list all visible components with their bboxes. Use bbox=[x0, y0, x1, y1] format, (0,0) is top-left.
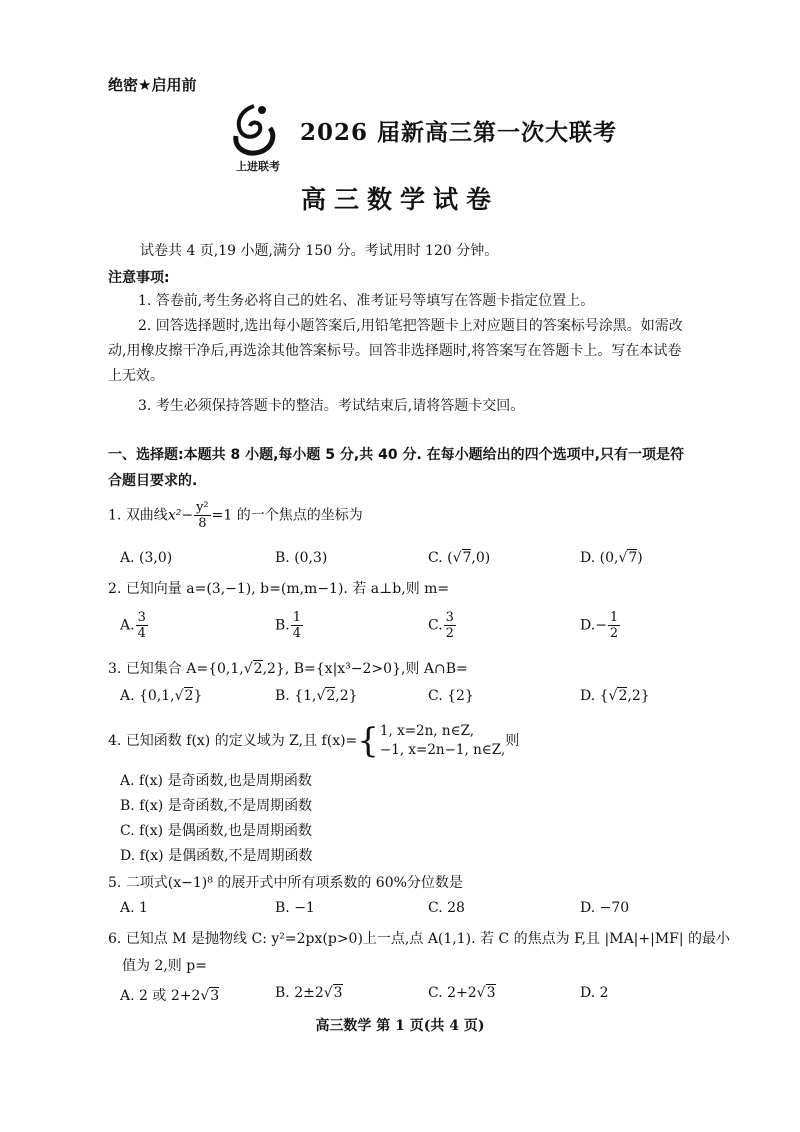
fraction-numerator: 3 bbox=[445, 610, 454, 625]
option-text: C. ( bbox=[428, 550, 453, 566]
option-text: } bbox=[193, 688, 203, 704]
note-item bbox=[108, 289, 684, 314]
question-4 bbox=[108, 722, 519, 760]
question-2 bbox=[108, 578, 449, 598]
question-number: 4. bbox=[108, 733, 122, 749]
option-d: D. −70 bbox=[580, 900, 630, 916]
option-a: A. (3,0) bbox=[120, 550, 173, 566]
radical-icon: √ bbox=[452, 550, 462, 566]
section-heading: 一、选择题:本题共 8 小题,每小题 5 分,共 40 分. 在每小题给出的四个选项中,只有一项是符合题目要求的. bbox=[108, 447, 684, 489]
option-b: B. (0,3) bbox=[275, 550, 328, 566]
fraction bbox=[194, 500, 211, 531]
radical-icon: √ bbox=[476, 985, 486, 1001]
fraction-denominator: 2 bbox=[609, 626, 619, 641]
option-d: D. 2 bbox=[580, 985, 609, 1001]
note-text: 1. 答卷前,考生务必将自己的姓名、准考证号等填写在答题卡指定位置上。 bbox=[138, 293, 595, 309]
radicand: 7 bbox=[462, 550, 472, 566]
question-text: 已知点 M 是抛物线 C: y²=2px(p>0)上一点,点 A(1,1). 若 C 的焦点为 F,且 |MA|+|MF| 的最小 bbox=[125, 931, 731, 947]
option-b bbox=[275, 985, 343, 1001]
case-2: −1, x=2n−1, n∈Z, bbox=[379, 742, 506, 758]
option-a: A. f(x) 是奇函数,也是周期函数 bbox=[120, 773, 312, 789]
fraction bbox=[291, 610, 303, 641]
option-d bbox=[580, 550, 643, 566]
option-b: B. −1 bbox=[275, 900, 315, 916]
question-number: 5. bbox=[108, 875, 122, 891]
option-c: C. 28 bbox=[428, 900, 465, 916]
question-5 bbox=[108, 872, 463, 892]
option-text: A. 2 或 2+2 bbox=[120, 988, 201, 1004]
radical-icon: √ bbox=[608, 688, 618, 704]
option-c bbox=[428, 550, 490, 566]
fraction-denominator: 4 bbox=[292, 626, 302, 641]
radical-icon: √ bbox=[316, 688, 326, 704]
option-label: D. bbox=[580, 617, 596, 634]
brace-icon: { bbox=[357, 721, 379, 761]
option-c bbox=[428, 985, 496, 1001]
option-text: ,2} bbox=[627, 688, 650, 704]
option-text: B. 2±2 bbox=[275, 985, 324, 1001]
option-c: C. f(x) 是偶函数,也是周期函数 bbox=[120, 823, 313, 839]
note-text: 3. 考生必须保持答题卡的整洁。考试结束后,请将答题卡交回。 bbox=[138, 398, 525, 414]
radical-icon: √ bbox=[243, 661, 253, 677]
option-text: D. { bbox=[580, 688, 609, 704]
option-text: B. {1, bbox=[275, 688, 317, 704]
option-d bbox=[580, 610, 621, 641]
question-text: ,2}, B={x|x³−2>0},则 A∩B= bbox=[262, 661, 468, 677]
option-label: B. bbox=[275, 617, 290, 634]
page-footer: 高三数学 第 1 页(共 4 页) bbox=[315, 1018, 485, 1034]
fraction bbox=[136, 610, 148, 641]
question-text: 双曲线 bbox=[125, 507, 168, 524]
radical-icon: √ bbox=[200, 988, 210, 1004]
fraction-numerator: 3 bbox=[137, 610, 146, 625]
option-b: B. f(x) 是奇函数,不是周期函数 bbox=[120, 798, 313, 814]
question-6-cont: 值为 2,则 p= bbox=[122, 958, 207, 974]
notes-title: 注意事项: bbox=[108, 270, 170, 286]
exam-logo-icon bbox=[224, 100, 292, 174]
option-text: A. {0,1, bbox=[120, 688, 175, 704]
fraction-denominator: 8 bbox=[198, 516, 207, 531]
option-c bbox=[428, 610, 457, 641]
option-text: ,2} bbox=[335, 688, 358, 704]
question-text: 已知向量 a=(3,−1), b=(m,m−1). 若 a⊥b,则 m= bbox=[125, 581, 450, 597]
option-text: ) bbox=[637, 550, 643, 566]
radicand: 2 bbox=[253, 661, 263, 677]
question-text: 已知集合 A={0,1, bbox=[125, 661, 244, 677]
radicand: 2 bbox=[184, 688, 194, 704]
fraction-numerator: 1 bbox=[292, 610, 302, 625]
option-label: C. bbox=[428, 617, 443, 634]
radicand: 2 bbox=[618, 688, 628, 704]
fraction-denominator: 2 bbox=[445, 626, 454, 641]
minus-sign: − bbox=[595, 617, 607, 634]
radical-icon: √ bbox=[174, 688, 184, 704]
question-text: =1 的一个焦点的坐标为 bbox=[211, 507, 363, 524]
question-1 bbox=[108, 500, 363, 531]
question-number: 2. bbox=[108, 581, 122, 597]
option-b bbox=[275, 688, 358, 704]
note-item bbox=[108, 394, 684, 419]
option-text: ,0) bbox=[471, 550, 491, 566]
fraction bbox=[444, 610, 456, 641]
fraction-denominator: 4 bbox=[137, 626, 146, 641]
fraction-numerator: 1 bbox=[609, 610, 619, 625]
radical-icon: √ bbox=[618, 550, 628, 566]
option-d bbox=[580, 688, 650, 704]
radicand: 2 bbox=[326, 688, 336, 704]
question-text: 已知函数 f(x) 的定义域为 Z,且 f(x)= bbox=[125, 733, 358, 749]
option-a bbox=[120, 985, 219, 1005]
option-text: D. (0, bbox=[580, 550, 619, 566]
radicand: 3 bbox=[210, 988, 220, 1004]
note-item bbox=[108, 314, 684, 389]
exam-title: 2026 届新高三第一次大联考 bbox=[300, 119, 618, 146]
option-a bbox=[120, 610, 149, 641]
question-number: 1. bbox=[108, 507, 122, 524]
question-number: 6. bbox=[108, 931, 122, 947]
note-text: 2. 回答选择题时,选出每小题答案后,用铅笔把答题卡上对应题目的答案标号涂黑。如需改动,用橡皮擦干净后,再选涂其他答案标号。回答非选择题时,将答案写在答题卡上。写在本试卷上无效。 bbox=[108, 318, 683, 384]
option-a: A. 1 bbox=[120, 900, 148, 916]
confidential-label: 绝密★启用前 bbox=[108, 76, 197, 94]
fraction bbox=[608, 610, 620, 641]
question-3 bbox=[108, 658, 468, 678]
fraction-numerator: y² bbox=[196, 500, 209, 515]
option-b bbox=[275, 610, 304, 641]
question-text: 二项式(x−1)⁸ 的展开式中所有项系数的 60%分位数是 bbox=[125, 875, 463, 891]
math-term: x²− bbox=[167, 507, 194, 524]
question-number: 3. bbox=[108, 661, 122, 677]
radicand: 3 bbox=[333, 985, 343, 1001]
question-text: 则 bbox=[505, 733, 520, 749]
radicand: 3 bbox=[486, 985, 496, 1001]
question-6 bbox=[108, 928, 730, 948]
paper-title: 高三数学试卷 bbox=[300, 185, 499, 214]
case-1: 1, x=2n, n∈Z, bbox=[379, 723, 475, 739]
radical-icon: √ bbox=[323, 985, 333, 1001]
piecewise bbox=[357, 722, 505, 760]
radicand: 7 bbox=[628, 550, 638, 566]
exam-intro: 试卷共 4 页,19 小题,满分 150 分。考试用时 120 分钟。 bbox=[140, 243, 499, 259]
option-text: C. 2+2 bbox=[428, 985, 477, 1001]
option-label: A. bbox=[120, 617, 135, 634]
logo-text: 上进联考 bbox=[236, 160, 280, 173]
option-a bbox=[120, 688, 202, 704]
option-d: D. f(x) 是偶函数,不是周期函数 bbox=[120, 848, 313, 864]
option-c: C. {2} bbox=[428, 688, 474, 704]
